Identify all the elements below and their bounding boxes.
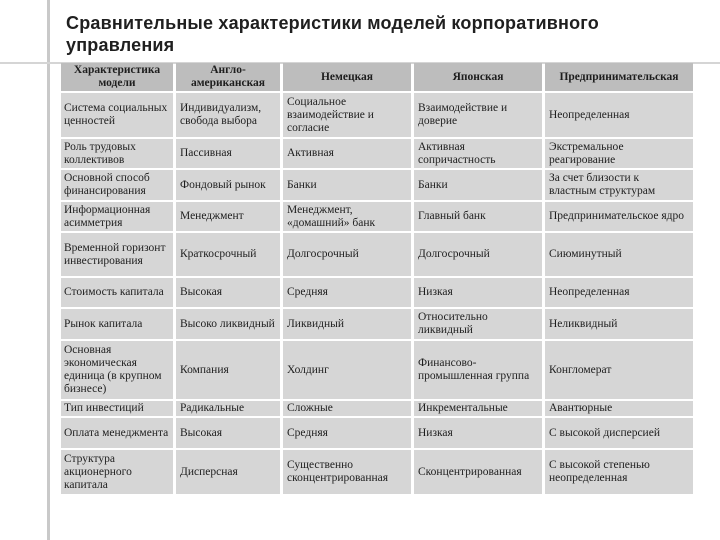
table-cell: Низкая: [414, 278, 542, 307]
table-cell: Стоимость капитала: [61, 278, 173, 307]
comparison-table: [58, 61, 696, 496]
table-cell: Взаимодействие и доверие: [414, 93, 542, 137]
slide-title: Сравнительные характеристики моделей корпоративного управления: [66, 13, 599, 55]
table-cell: Оплата менеджмента: [61, 418, 173, 448]
table-cell: Тип инвестиций: [61, 401, 173, 416]
table-cell: Социальное взаимодействие и согласие: [283, 93, 411, 137]
table-cell: Информационная асимметрия: [61, 202, 173, 231]
table-cell: С высокой дисперсией: [545, 418, 693, 448]
table-row: [61, 278, 693, 307]
table-cell: Индивидуализм, свобода выбора: [176, 93, 280, 137]
decorative-vertical-line: [47, 0, 50, 540]
table-cell: Конгломерат: [545, 341, 693, 399]
table-row: [61, 341, 693, 399]
table-cell: Долгосрочный: [283, 233, 411, 276]
table-row: [61, 450, 693, 494]
table-cell: Основной способ финансирования: [61, 170, 173, 200]
table-row: [61, 139, 693, 168]
table-cell: Менеджмент, «домашний» банк: [283, 202, 411, 231]
table-cell: Главный банк: [414, 202, 542, 231]
header-entrepreneurial: Предпринимательская: [545, 63, 693, 91]
table-cell: Система социальных ценностей: [61, 93, 173, 137]
table-cell: Активная сопричастность: [414, 139, 542, 168]
header-anglo-american: Англо-американская: [176, 63, 280, 91]
table-cell: Неопределенная: [545, 93, 693, 137]
table-cell: С высокой степенью неопределенная: [545, 450, 693, 494]
table-row: [61, 309, 693, 339]
table-cell: Ликвидный: [283, 309, 411, 339]
table-cell: Низкая: [414, 418, 542, 448]
table-cell: Относительно ликвидный: [414, 309, 542, 339]
table-cell: Предпринимательское ядро: [545, 202, 693, 231]
table-cell: Существенно сконцентрированная: [283, 450, 411, 494]
table-cell: Пассивная: [176, 139, 280, 168]
table-cell: Компания: [176, 341, 280, 399]
table-row: [61, 202, 693, 231]
table-row: [61, 233, 693, 276]
table-cell: Сложные: [283, 401, 411, 416]
table-cell: Холдинг: [283, 341, 411, 399]
table-cell: Роль трудовых коллективов: [61, 139, 173, 168]
table-cell: Менеджмент: [176, 202, 280, 231]
table-cell: Высокая: [176, 278, 280, 307]
table-cell: Основная экономическая единица (в крупном бизнесе): [61, 341, 173, 399]
table-cell: Средняя: [283, 278, 411, 307]
table-cell: Активная: [283, 139, 411, 168]
table-cell: Фондовый рынок: [176, 170, 280, 200]
table-cell: Временной горизонт инвестирования: [61, 233, 173, 276]
header-german: Немецкая: [283, 63, 411, 91]
table-cell: Дисперсная: [176, 450, 280, 494]
table-cell: Инкрементальные: [414, 401, 542, 416]
table-row: [61, 170, 693, 200]
table-cell: Неликвидный: [545, 309, 693, 339]
header-characteristic: Характеристика модели: [61, 63, 173, 91]
table-cell: Структура акционерного капитала: [61, 450, 173, 494]
table-cell: Рынок капитала: [61, 309, 173, 339]
table-cell: За счет близости к властным структурам: [545, 170, 693, 200]
table-cell: Авантюрные: [545, 401, 693, 416]
table-cell: Высоко ликвидный: [176, 309, 280, 339]
table-row: [61, 93, 693, 137]
table-cell: Высокая: [176, 418, 280, 448]
table-cell: Средняя: [283, 418, 411, 448]
table-cell: Неопределенная: [545, 278, 693, 307]
table-cell: Банки: [414, 170, 542, 200]
table-cell: Долгосрочный: [414, 233, 542, 276]
table-row: [61, 418, 693, 448]
table-header-row: [61, 63, 693, 91]
table-cell: Сконцентрированная: [414, 450, 542, 494]
header-japanese: Японская: [414, 63, 542, 91]
table-cell: Сиюминутный: [545, 233, 693, 276]
table-cell: Радикальные: [176, 401, 280, 416]
table-row: [61, 401, 693, 416]
table-cell: Экстремальное реагирование: [545, 139, 693, 168]
table-cell: Банки: [283, 170, 411, 200]
table-cell: Финансово-промышленная группа: [414, 341, 542, 399]
table-cell: Краткосрочный: [176, 233, 280, 276]
